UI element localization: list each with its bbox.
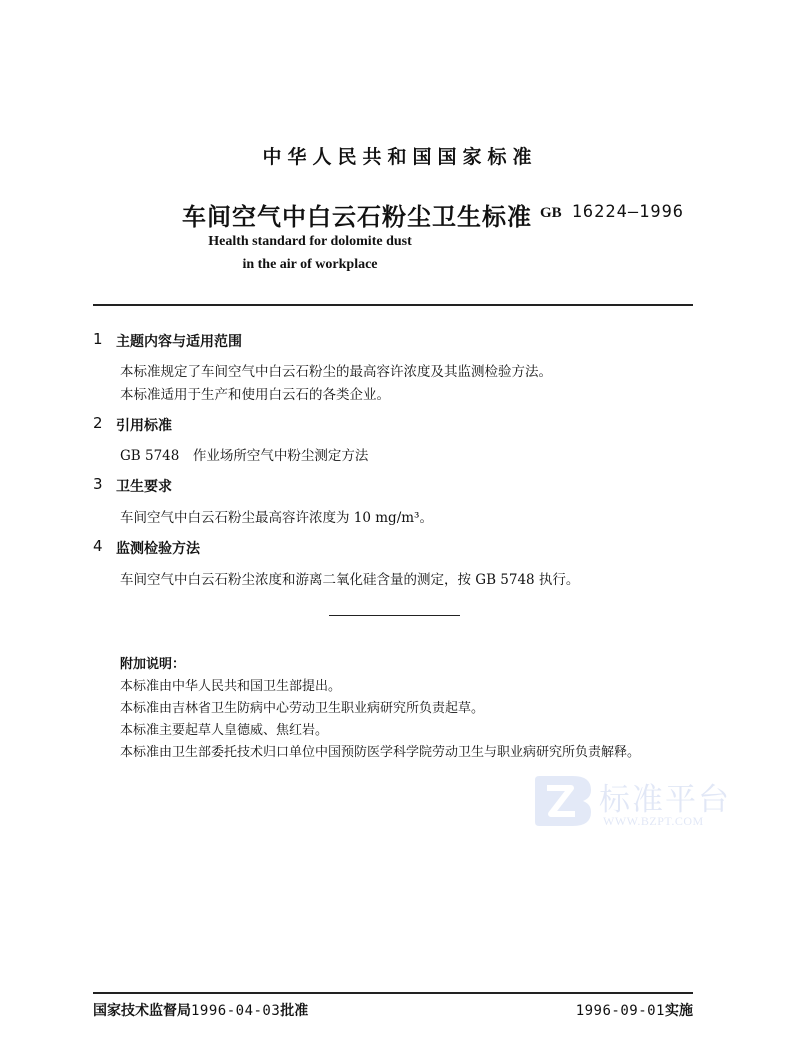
effective-info (576, 1000, 693, 1020)
approve-date: 1996-04-03 (191, 1003, 281, 1019)
section-1-paragraph-2: 本标准适用于生产和使用白云石的各类企业。 (120, 387, 390, 403)
section-1-number: 1 (93, 330, 103, 348)
section-1-paragraph-1: 本标准规定了车间空气中白云石粉尘的最高容许浓度及其监测检验方法。 (120, 364, 552, 380)
document-title-cn: 车间空气中白云石粉尘卫生标准 (182, 202, 532, 231)
section-3-title: 卫生要求 (116, 479, 172, 495)
section-4-paragraph-1: 车间空气中白云石粉尘浓度和游离二氧化硅含量的测定，按 GB 5748 执行。 (120, 572, 580, 588)
approver: 国家技术监督局 (93, 1003, 191, 1019)
section-4-title: 监测检验方法 (116, 541, 200, 557)
section-2-number: 2 (93, 414, 103, 432)
notes-heading: 附加说明： (120, 657, 186, 672)
section-3-number: 3 (93, 475, 103, 493)
end-of-body-divider (329, 615, 460, 616)
standard-prefix: GB (540, 205, 562, 221)
bzpt-logo-icon (533, 772, 595, 830)
notes-line-3: 本标准主要起草人皇德威、焦红岩。 (120, 723, 329, 738)
section-1-title: 主题内容与适用范围 (116, 334, 242, 350)
header-divider (93, 304, 693, 306)
effective-date: 1996-09-01 (575, 1003, 665, 1019)
section-3-paragraph-1: 车间空气中白云石粉尘最高容许浓度为 10 mg/m³。 (120, 510, 433, 526)
document-title-en-line2: in the air of workplace (242, 257, 378, 272)
notes-line-2: 本标准由吉林省卫生防病中心劳动卫生职业病研究所负责起草。 (120, 701, 485, 716)
country-standard-heading: 中华人民共和国国家标准 (262, 146, 538, 168)
footer-divider (93, 992, 693, 994)
section-2-title: 引用标准 (116, 418, 172, 434)
standard-number (540, 202, 684, 222)
notes-line-4: 本标准由卫生部委托技术归口单位中国预防医学科学院劳动卫生与职业病研究所负责解释。 (120, 745, 641, 760)
section-2-paragraph-1: GB 5748 作业场所空气中粉尘测定方法 (120, 448, 369, 464)
watermark-text-en: WWW.BZPT.COM (603, 814, 704, 828)
watermark-text-cn: 标准平台 (599, 782, 731, 818)
effective-label: 实施 (665, 1003, 693, 1019)
approve-label: 批准 (280, 1003, 309, 1019)
approval-info (93, 1000, 308, 1020)
document-title-en-line1: Health standard for dolomite dust (208, 234, 412, 249)
notes-line-1: 本标准由中华人民共和国卫生部提出。 (120, 679, 342, 694)
section-4-number: 4 (93, 537, 103, 555)
standard-code: 16224—1996 (571, 202, 685, 222)
